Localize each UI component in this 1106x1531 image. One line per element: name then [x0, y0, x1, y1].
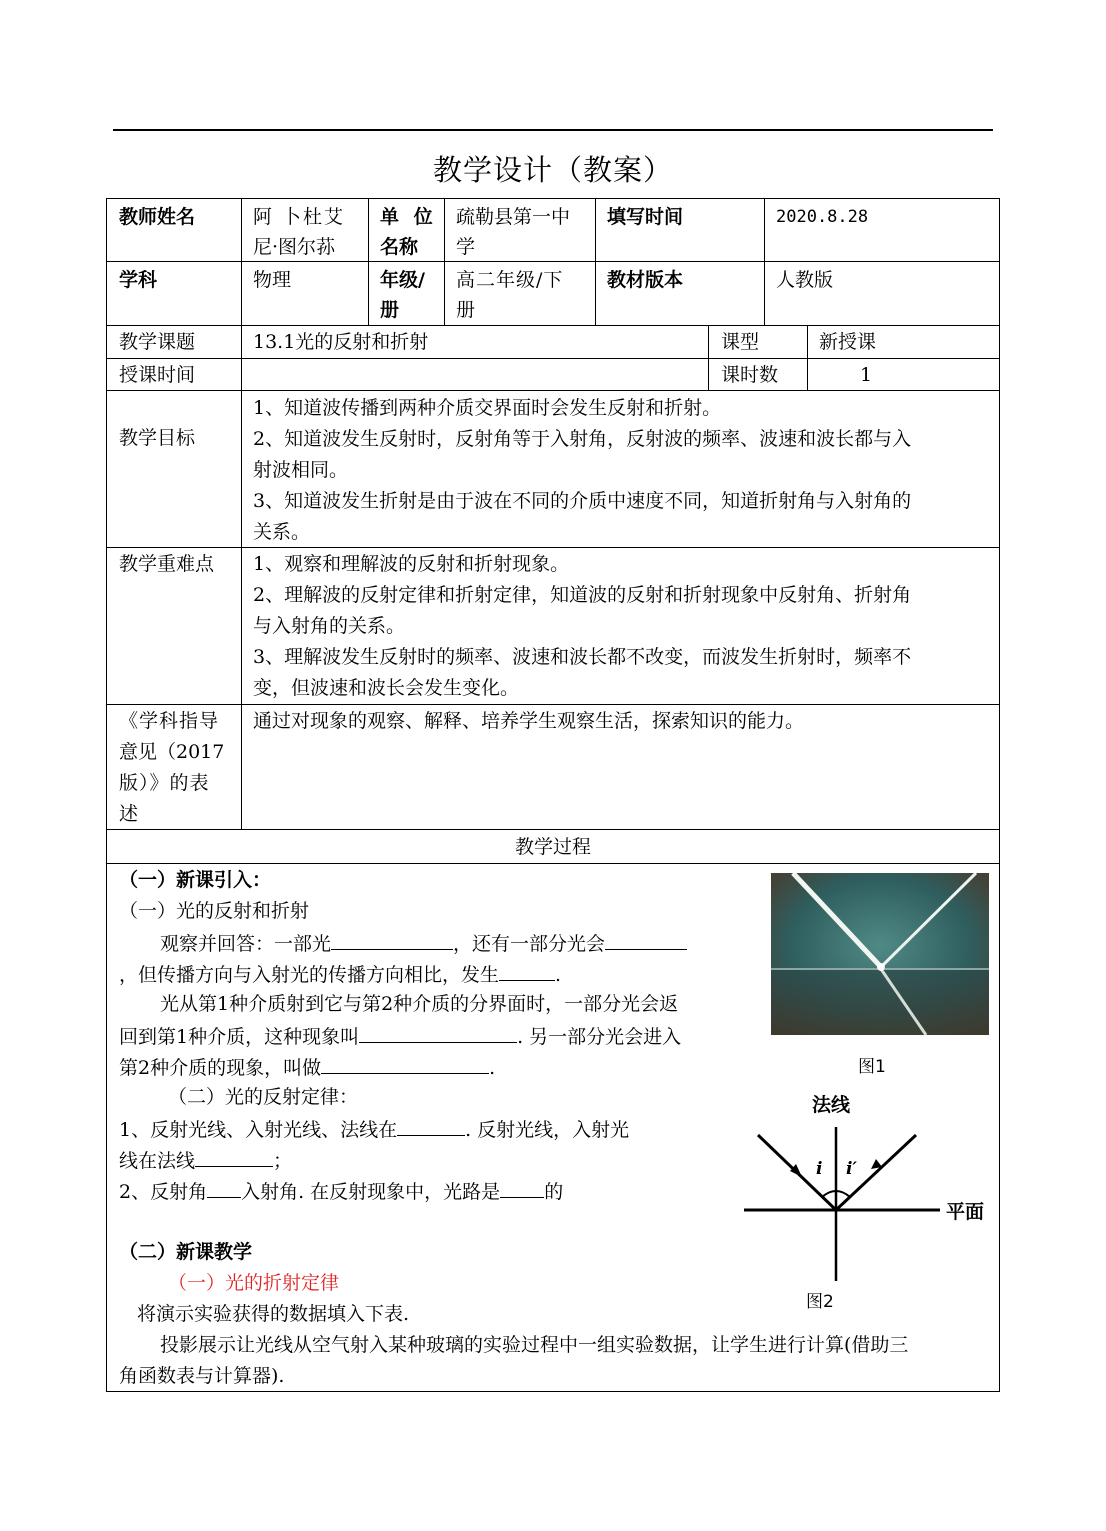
- guidance-label-line: 意见（2017: [119, 741, 225, 763]
- keypoints-label: 教学重难点: [119, 553, 215, 575]
- question-line: 线在法线 ；: [119, 1144, 292, 1176]
- question-line: 第2种介质的现象，叫做 .: [119, 1051, 495, 1083]
- teacher-label: 教师姓名: [119, 206, 196, 228]
- unit-label-line1: 单 位: [380, 206, 437, 228]
- keypoint-line: 与入射角的关系。: [253, 615, 406, 637]
- filltime-value: 2020.8.28: [776, 207, 869, 227]
- hours-value: 1: [860, 364, 873, 386]
- cell-goals-label: [106, 390, 242, 548]
- paragraph-line: 投影展示让光线从空气射入某种玻璃的实验过程中一组实验数据，让学生进行计算(借助三: [160, 1334, 909, 1356]
- grade-line2: 册: [456, 299, 476, 321]
- type-label: 课型: [721, 331, 760, 353]
- grade-label-line1: 年级/: [380, 269, 425, 291]
- question-line: 1、反射光线、入射光线、法线在 . 反射光线，入射光: [119, 1113, 629, 1145]
- edition-value: 人教版: [776, 269, 834, 291]
- goal-line: 3、知道波发生折射是由于波在不同的介质中速度不同，知道折射角与入射角的: [253, 490, 912, 512]
- refraction-law-heading: （一）光的折射定律: [168, 1272, 340, 1294]
- keypoint-line: 2、理解波的反射定律和折射定律，知道波的反射和折射现象中反射角、折射角: [253, 584, 912, 606]
- page-title: 教学设计（教案）: [432, 153, 673, 187]
- goals-label: 教学目标: [119, 427, 196, 449]
- teacher-name-line1: 阿 卜杜艾: [253, 206, 346, 228]
- unit-line2: 学: [456, 236, 476, 258]
- figure1-caption: 图1: [858, 1057, 886, 1077]
- grade-label-line2: 册: [380, 299, 400, 321]
- unit-label-line2: 名称: [380, 236, 419, 258]
- reflection-diagram: [740, 1085, 992, 1295]
- keypoint-line: 1、观察和理解波的反射和折射现象。: [253, 553, 570, 575]
- keypoint-line: 3、理解波发生反射时的频率、波速和波长都不改变，而波发生折射时，频率不: [253, 646, 912, 668]
- subject-value: 物理: [253, 269, 292, 291]
- figure2-caption: 图2: [806, 1292, 834, 1312]
- paragraph-line: 角函数表与计算器).: [119, 1365, 285, 1387]
- goal-line: 1、知道波传播到两种介质交界面时会发生反射和折射。: [253, 397, 722, 419]
- cell-time: [241, 358, 709, 391]
- guidance-label-line: 述: [119, 803, 139, 825]
- subheading-reflection-refraction: （一）光的反射和折射: [119, 900, 310, 922]
- filltime-label: 填写时间: [607, 206, 684, 228]
- guidance-text: 通过对现象的观察、解释、培养学生观察生活，探索知识的能力。: [253, 710, 805, 732]
- grade-line1: 高二年级/下: [456, 269, 564, 291]
- question-line: 2、反射角 入射角. 在反射现象中，光路是 的: [119, 1175, 563, 1207]
- top-rule: [113, 129, 993, 131]
- subject-label: 学科: [119, 269, 158, 291]
- process-header: 教学过程: [514, 836, 591, 858]
- reflection-photo: [771, 873, 989, 1035]
- cell-hours: [807, 358, 1000, 391]
- unit-line1: 疏勒县第一中: [456, 206, 571, 228]
- goal-line: 2、知道波发生反射时，反射角等于入射角，反射波的频率、波速和波长都与入: [253, 428, 912, 450]
- teacher-name-line2: 尼·图尔荪: [253, 236, 336, 258]
- time-label: 授课时间: [119, 364, 196, 386]
- plane-label: 平面: [946, 1201, 985, 1223]
- question-line: 观察并回答：一部光 ，还有一部分光会: [160, 927, 687, 959]
- hours-label: 课时数: [721, 364, 779, 386]
- angle-i-prime-label: i′: [846, 1159, 857, 1179]
- goal-line: 关系。: [253, 521, 311, 543]
- question-line: ，但传播方向与入射光的传播方向相比，发生 .: [119, 958, 561, 990]
- section1-heading: （一）新课引入：: [119, 869, 272, 891]
- topic-value: 13.1光的反射和折射: [253, 331, 429, 353]
- type-value: 新授课: [819, 331, 877, 353]
- normal-label: 法线: [812, 1094, 851, 1116]
- question-line: 回到第1种介质，这种现象叫 . 另一部分光会进入: [119, 1020, 681, 1052]
- angle-i-label: i: [816, 1159, 823, 1179]
- subheading-reflection-law: （二）光的反射定律：: [168, 1086, 359, 1108]
- paragraph-line: 光从第1种介质射到它与第2种介质的分界面时，一部分光会返: [160, 993, 679, 1015]
- topic-label: 教学课题: [119, 331, 196, 353]
- paragraph-line: 将演示实验获得的数据填入下表.: [137, 1303, 410, 1325]
- keypoint-line: 变，但波速和波长会发生变化。: [253, 677, 520, 699]
- guidance-label-line: 版）》的表: [119, 772, 210, 794]
- section2-heading: （二）新课教学: [119, 1241, 253, 1263]
- edition-label: 教材版本: [607, 269, 684, 291]
- goal-line: 射波相同。: [253, 459, 349, 481]
- guidance-label-line: 《学科指导: [119, 710, 220, 732]
